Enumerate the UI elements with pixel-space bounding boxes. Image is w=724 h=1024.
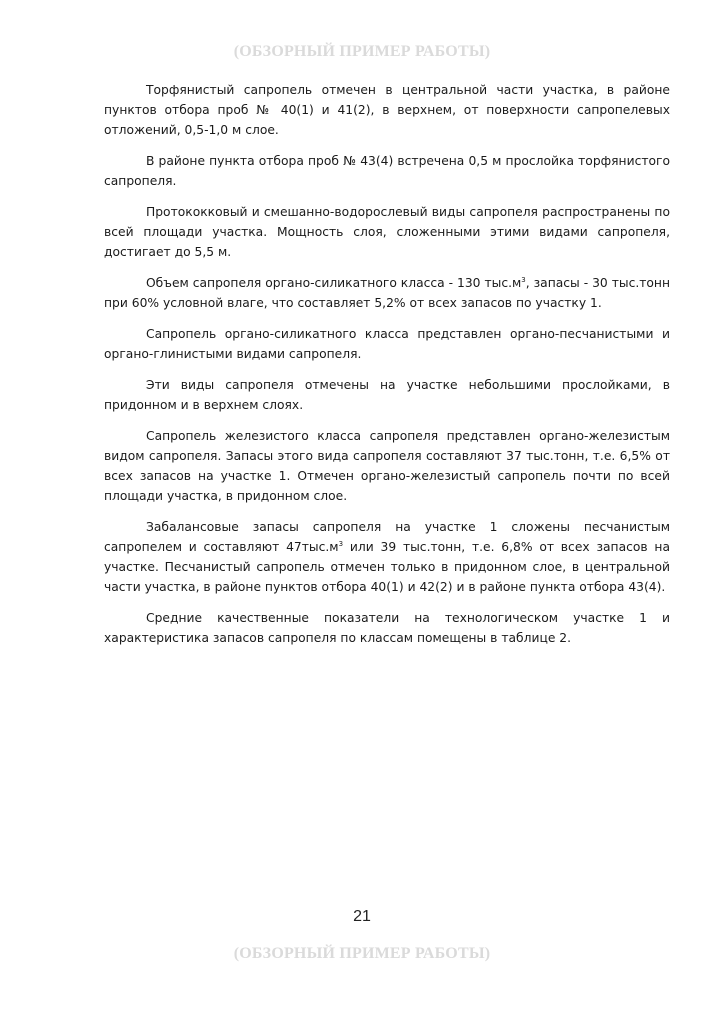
paragraph-6: Эти виды сапропеля отмечены на участке небольшими прослойками, в придонном и в верхнем слоях.: [104, 378, 670, 412]
paragraph-8-part1: Забалансовые запасы сапропеля на участке 1 сложены песчанистым сапропелем и составляют 47тыс.м: [104, 520, 670, 554]
page-number: 21: [353, 908, 371, 925]
paragraph-7: Сапропель железистого класса сапропеля представлен органо-железистым видом сапропеля. Запасы этого вида сапропеля составляют 37 тыс.тонн, т.е. 6,5% от всех запасов на участке 1. Отмечен органо-железистый сапропель почти по всей площади участка, в придонном слое.: [104, 429, 670, 503]
paragraph-3: Протококковый и смешанно-водорослевый виды сапропеля распространены по всей площади участка. Мощность слоя, сложенными этими видами сапропеля, достигает до 5,5 м.: [104, 205, 670, 259]
superscript-cubic: 3: [521, 276, 526, 284]
superscript-cubic: 3: [338, 540, 344, 548]
document-body: [104, 80, 670, 659]
paragraph-5: Сапропель органо-силикатного класса представлен органо-песчанистыми и органо-глинистыми видами сапропеля.: [104, 327, 670, 361]
paragraph-8-part2: или 39 тыс.тонн, т.е. 6,8% от всех запасов на участке. Песчанистый сапропель отмечен только в придонном слое, в центральной части участка, в районе пунктов отбора 40(1) и 42(2) и в районе пункта отбора 43(4).: [104, 540, 671, 594]
paragraph-4-part2: , запасы - 30 тыс.тонн при 60% условной влаге, что составляет 5,2% от всех запасов по участку 1.: [104, 276, 670, 310]
paragraph-2: В районе пункта отбора проб № 43(4) встречена 0,5 м прослойка торфянистого сапропеля.: [104, 154, 670, 188]
paragraph-4: [104, 273, 670, 313]
paragraph-8: [104, 517, 670, 597]
paragraph-4-part1: Объем сапропеля органо-силикатного класса - 130 тыс.м: [146, 276, 522, 290]
paragraph-1: Торфянистый сапропель отмечен в центральной части участка, в районе пунктов отбора проб № 40(1) и 41(2), в верхнем, от поверхности сапропелевых отложений, 0,5-1,0 м слое.: [104, 83, 670, 137]
watermark-bottom: (ОБЗОРНЫЙ ПРИМЕР РАБОТЫ): [233, 945, 491, 962]
watermark-top: (ОБЗОРНЫЙ ПРИМЕР РАБОТЫ): [233, 43, 491, 60]
paragraph-9: Средние качественные показатели на технологическом участке 1 и характеристика запасов сапропеля по классам помещены в таблице 2.: [104, 611, 670, 645]
